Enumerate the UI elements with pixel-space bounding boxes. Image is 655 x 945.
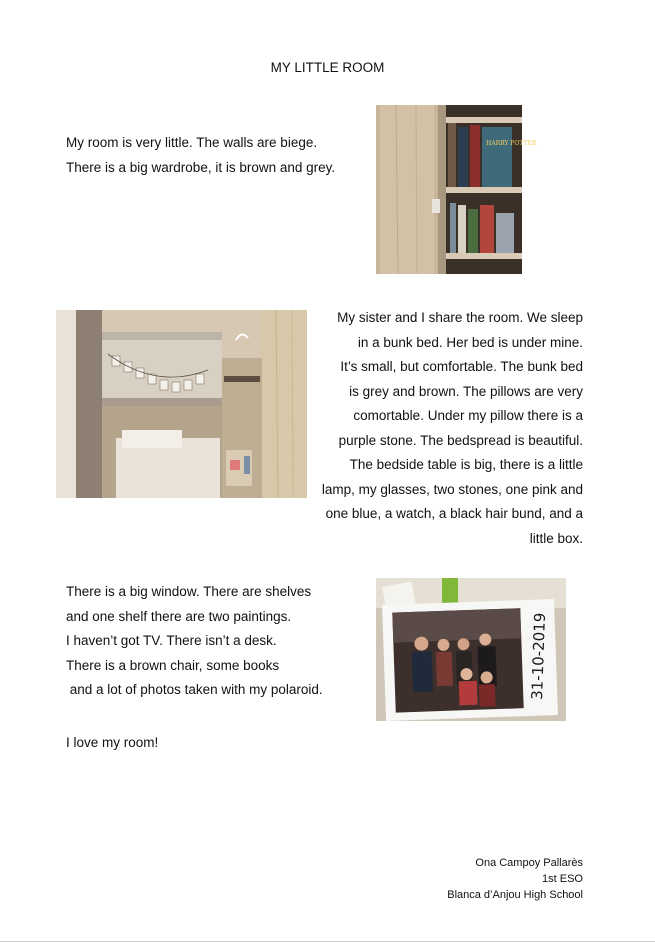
signature-block bbox=[447, 855, 583, 903]
text-line: My sister and I share the room. We sleep bbox=[337, 310, 583, 325]
text-line: I haven’t got TV. There isn’t a desk. bbox=[66, 633, 277, 648]
text-line: It’s small, but comfortable. The bunk bed bbox=[340, 359, 583, 374]
paragraph-wardrobe bbox=[66, 131, 335, 180]
text-line: There is a big window. There are shelves bbox=[66, 584, 312, 599]
text-line: lamp, my glasses, two stones, one pink and bbox=[321, 481, 583, 497]
text-line: and a lot of photos taken with my polaroid. bbox=[66, 682, 323, 697]
bunk-bed-photo bbox=[56, 310, 307, 498]
text-line: one blue, a watch, a black hair bund, and a bbox=[325, 506, 583, 521]
text-line: comortable. Under my pillow there is a bbox=[353, 408, 583, 423]
closing-line bbox=[66, 731, 158, 756]
text-line: and one shelf there are two paintings. bbox=[66, 608, 292, 624]
text-line: in a bunk bed. Her bed is under mine. bbox=[357, 334, 583, 350]
author-name: Ona Campoy Pallarès bbox=[475, 857, 583, 869]
polaroid-photo bbox=[376, 578, 566, 721]
wardrobe-photo bbox=[376, 105, 537, 274]
page-title: MY LITTLE ROOM bbox=[270, 60, 385, 75]
text-line: There is a brown chair, some books bbox=[66, 657, 280, 673]
author-grade: 1st ESO bbox=[542, 873, 583, 885]
text-line: The bedside table is big, there is a little bbox=[349, 457, 583, 472]
text-line: purple stone. The bedspread is beautiful. bbox=[338, 432, 583, 448]
text-line: I love my room! bbox=[66, 735, 159, 750]
text-line: is grey and brown. The pillows are very bbox=[349, 383, 583, 399]
text-line: There is a big wardrobe, it is brown and grey. bbox=[66, 159, 336, 175]
paragraph-bunk-bed bbox=[322, 306, 583, 551]
book-spine-text: HARRY POTTER bbox=[486, 140, 537, 147]
page-edge-line bbox=[0, 941, 655, 942]
paragraph-window-shelves bbox=[66, 580, 323, 703]
polaroid-caption: 31-10-2019 bbox=[528, 612, 550, 701]
author-school: Blanca d’Anjou High School bbox=[447, 889, 583, 901]
text-line: little box. bbox=[529, 530, 583, 546]
text-line: My room is very little. The walls are biege. bbox=[66, 135, 318, 150]
